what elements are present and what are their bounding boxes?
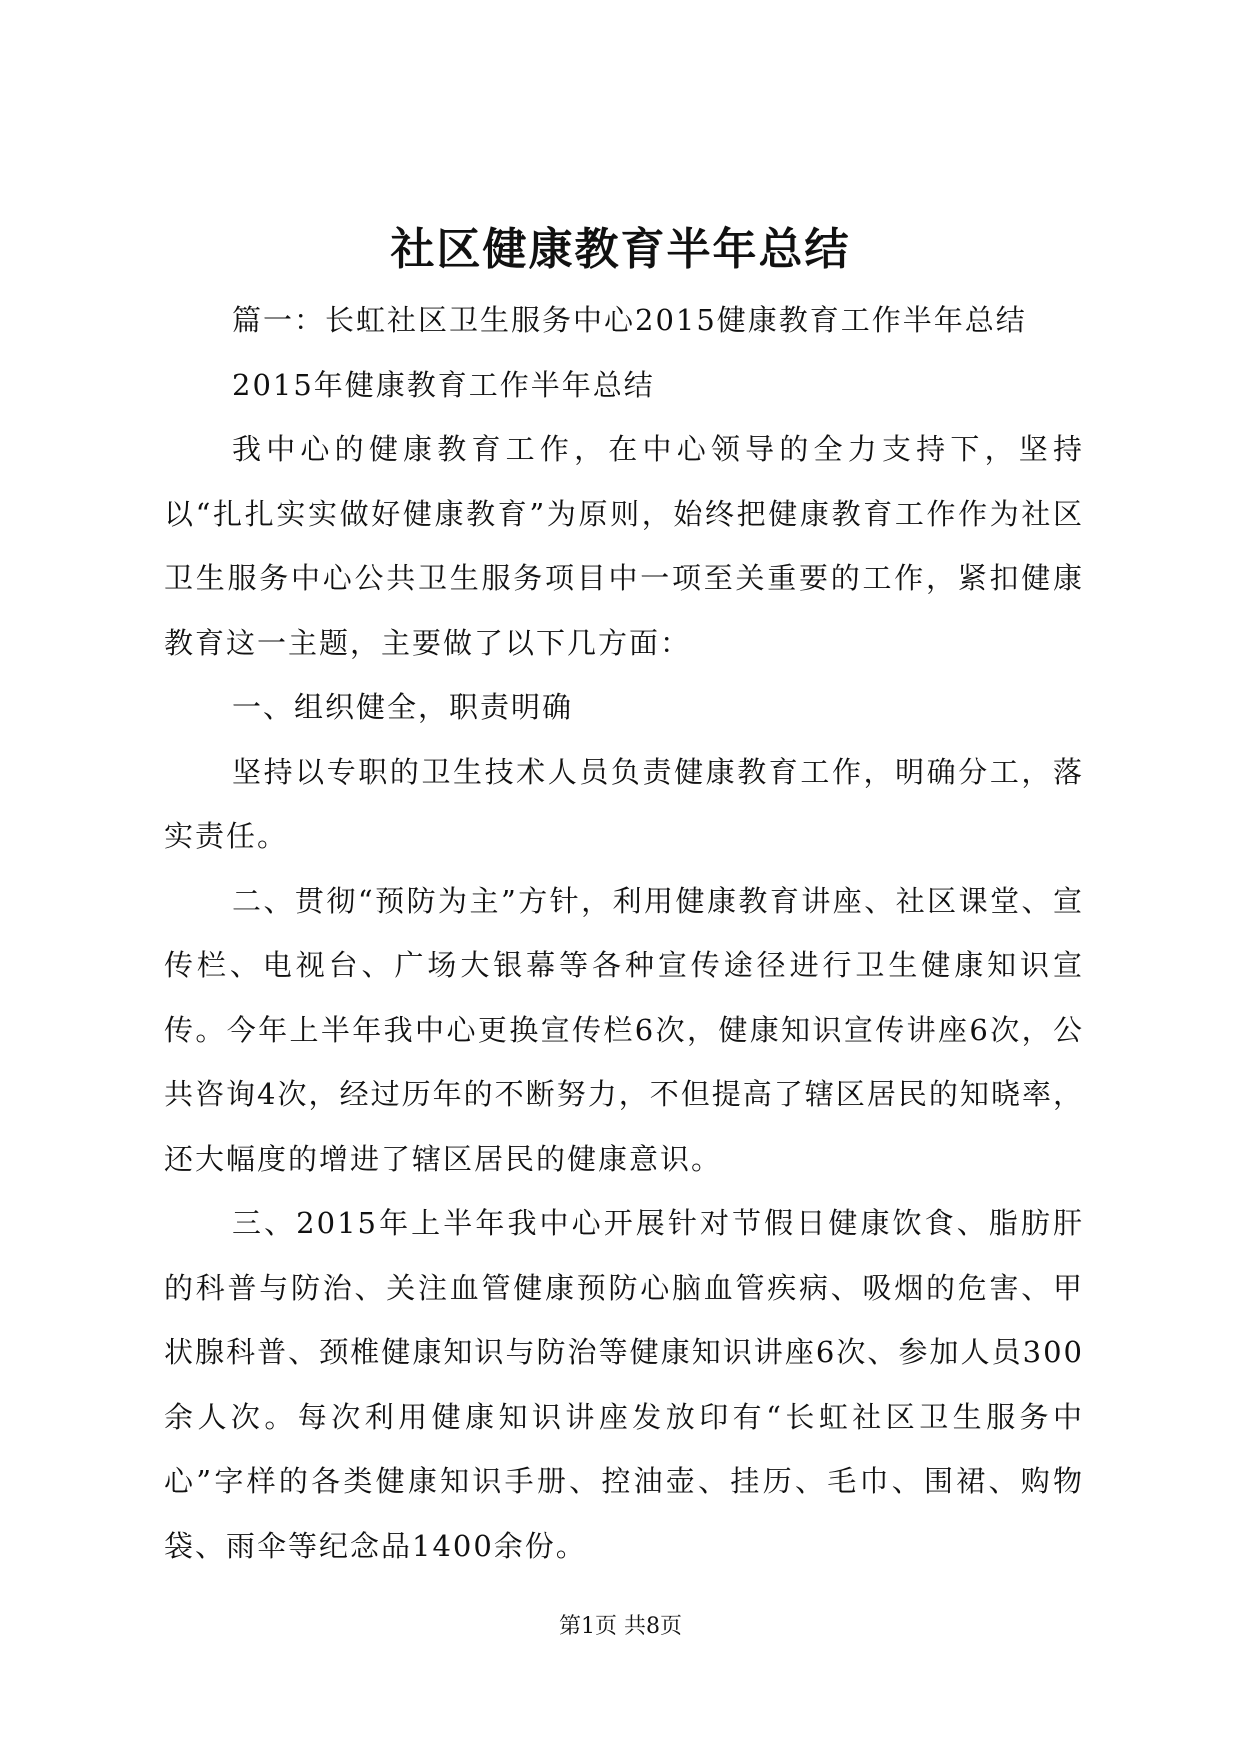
page-footer: 第1页 共8页 [559,1614,682,1639]
document-body [164,288,1084,1578]
paragraph-section-one-heading: 一、组织健全，职责明确 [232,690,574,724]
paragraph-intro: 我中心的健康教育工作，在中心领导的全力支持下，坚持以“扎扎实实做好健康教育”为原则，始终把健康教育工作作为社区卫生服务中心公共卫生服务项目中一项至关重要的工作，紧扣健康教育这一主题，主要做了以下几方面： [164,432,1084,660]
paragraph-section-two: 二、贯彻“预防为主”方针，利用健康教育讲座、社区课堂、宣传栏、电视台、广场大银幕等各种宣传途径进行卫生健康知识宣传。今年上半年我中心更换宣传栏6次，健康知识宣传讲座6次，公共咨询4次，经过历年的不断努力，不但提高了辖区居民的知晓率，还大幅度的增进了辖区居民的健康意识。 [164,883,1084,1176]
document-title: 社区健康教育半年总结 [390,224,851,275]
paragraph-section-one-body: 坚持以专职的卫生技术人员负责健康教育工作，明确分工，落实责任。 [164,754,1084,853]
paragraph-subtitle: 篇一：长虹社区卫生服务中心2015健康教育工作半年总结 [232,303,1027,337]
paragraph-section-three: 三、2015年上半年我中心开展针对节假日健康饮食、脂肪肝的科普与防治、关注血管健康预防心脑血管疾病、吸烟的危害、甲状腺科普、颈椎健康知识与防治等健康知识讲座6次、参加人员300余人次。每次利用健康知识讲座发放印有“长虹社区卫生服务中心”字样的各类健康知识手册、控油壶、挂历、毛巾、围裙、购物袋、雨伞等纪念品1400余份。 [164,1206,1084,1563]
paragraph-heading: 2015年健康教育工作半年总结 [232,367,655,402]
